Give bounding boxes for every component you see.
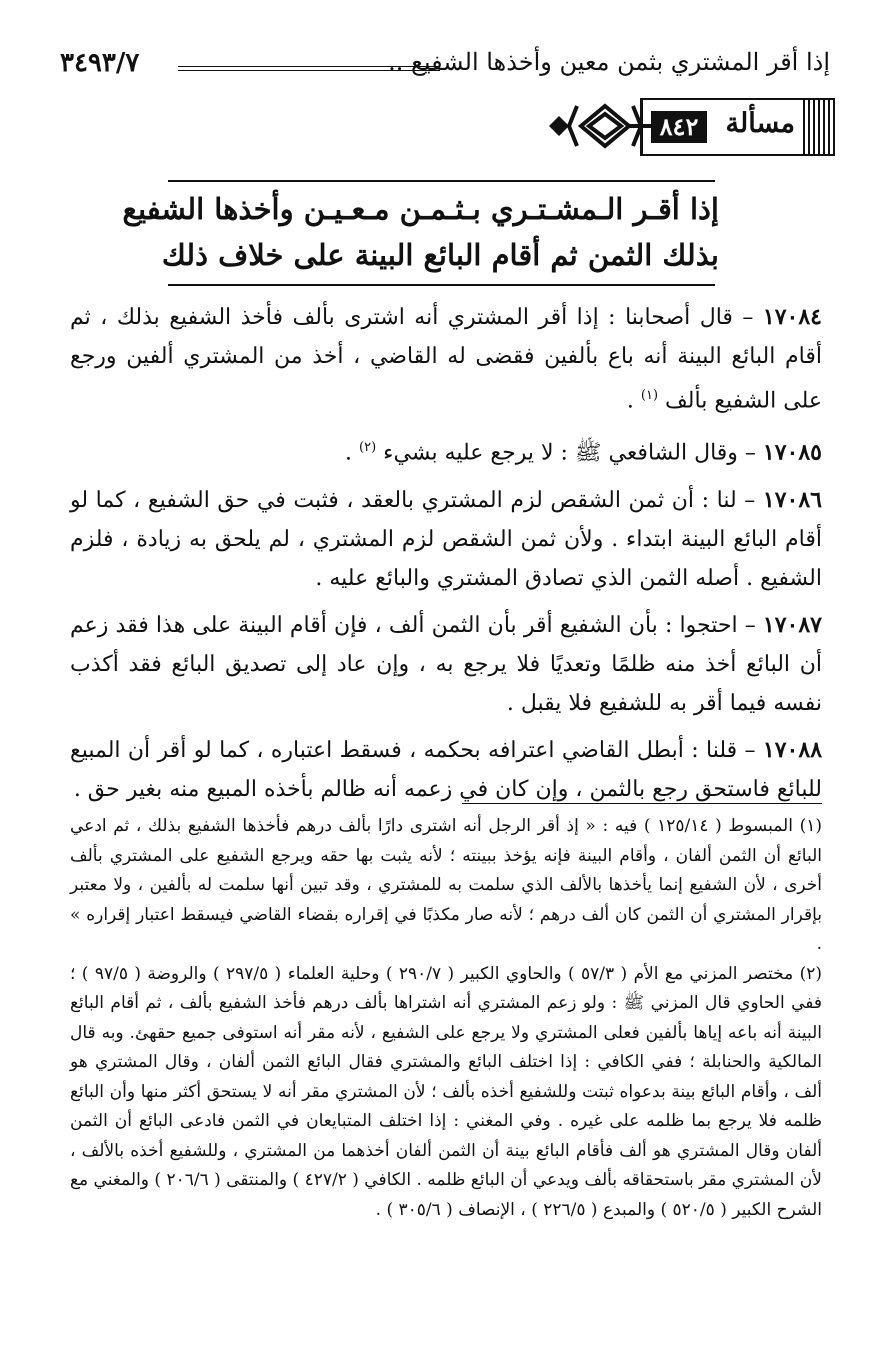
paragraph-text: – قلنا : أبطل القاضي اعترافه بحكمه ، فسقط اعتباره ، كما لو أقر أن المبيع للبائع فاستحق رجع بالثمن ، وإن كان في زعمه أنه ظالم بأخذه المبيع منه بغير حق . bbox=[70, 737, 822, 802]
footnote-ref[interactable]: (٢) bbox=[359, 440, 377, 456]
issue-number: ٨٤٢ bbox=[651, 111, 707, 143]
hatch-decoration bbox=[803, 100, 833, 154]
footnotes bbox=[70, 812, 822, 1225]
paragraph bbox=[70, 731, 822, 809]
paragraph bbox=[70, 298, 822, 420]
footnote: (٢) مختصر المزني مع الأم ( ٥٧/٣ ) والحاوي الكبير ( ٢٩٠/٧ ) وحلية العلماء ( ٢٩٧/٥ ) والروضة ( ٩٧/٥ ) ؛ ففي الحاوي قال المزني ﷺ : ولو زعم المشتري أنه اشتراها بألف درهم فأخذ الشفيع بألف ، ثم أقام البائع البينة أنه باعه إياها بألفين فعلى المشتري ولا يرجع على الشفيع ، لأنه مقر أنه استوفى جميع حقهئ. وبه قال المالكية والحنابلة ؛ ففي الكافي : إذا اختلف البائع والمشتري فقال البائع الثمن ألفان ، وقال المشتري هو ألف ، وأقام البائع بينة بدعواه ثبتت وللشفيع أخذه بألف ؛ لأن المشتري مقر أنه لا يستحق أكثر منها وأن البائع ظلمه فلا يرجع بما ظلمه على غيره . وفي المغني : إذا اختلف المتبايعان في الثمن فادعى البائع أن الثمن ألفان وقال المشتري هو ألف فأقام البائع بينة أن الثمن ألفان أخذهما من المشتري ، وللشفيع أخذه بالألف ، لأن المشتري مقر باستحقاقه بألف ويدعي أن البائع ظلمه . الكافي ( ٤٢٧/٢ ) والمنتقى ( ٢٠٦/٦ ) والمغني مع الشرح الكبير ( ٥٢٠/٥ ) والمبدع ( ٢٢٦/٥ ) ، الإنصاف ( ٣٠٥/٦ ) . bbox=[70, 963, 823, 1220]
paragraph-number: ١٧٠٨٥ bbox=[762, 439, 822, 466]
issue-banner bbox=[545, 98, 835, 154]
footnote-rule bbox=[462, 803, 822, 804]
paragraph-tail: . bbox=[345, 440, 359, 466]
paragraph-number: ١٧٠٨٧ bbox=[762, 611, 822, 638]
paragraph bbox=[70, 481, 822, 598]
paragraph-text: – احتجوا : بأن الشفيع أقر بأن الثمن ألف ، فإن أقام البينة على هذا فقد زعم أن البائع أخذ منه ظلمًا وتعديًا فلا يرجع به ، وإن عاد إلى تصديق البائع فقد أكذب نفسه فيما أقر به للشفيع فلا يقبل . bbox=[70, 612, 822, 716]
paragraph-number: ١٧٠٨٦ bbox=[762, 486, 822, 513]
page-reference: ٣٤٩٣/٧ bbox=[60, 48, 140, 78]
ornament-icon bbox=[545, 100, 653, 152]
paragraph bbox=[70, 606, 822, 723]
paragraph-number: ١٧٠٨٨ bbox=[762, 736, 823, 763]
paragraph-text: – قال أصحابنا : إذا أقر المشتري أنه اشترى بألف فأخذ الشفيع بذلك ، ثم أقام البائع البينة أنه باع بألفين فقضى له القاضي ، أخذ من المشتري ألفين ورجع على الشفيع بألف bbox=[70, 305, 822, 414]
running-title: إذا أقر المشتري بثمن معين وأخذها الشفيع .. bbox=[388, 48, 830, 76]
title-rule-top bbox=[168, 180, 715, 182]
issue-title-line-1: إذا أقـر الـمشـتـري بـثـمـن مـعـيـن وأخذها الشفيع bbox=[122, 192, 719, 226]
issue-label: مسألة bbox=[725, 108, 795, 139]
paragraph-text: – لنا : أن ثمن الشقص لزم المشتري بالعقد ، فثبت في حق الشفيع ، كما لو أقام البائع البينة ابتداء . ولأن ثمن الشقص لزم المشتري ، لم يلحق به زيادة ، فلزم الشفيع . أصله الثمن الذي تصادق المشتري والبائع عليه . bbox=[70, 487, 822, 591]
issue-title-line-2: بذلك الثمن ثم أقام البائع البينة على خلاف ذلك bbox=[161, 238, 719, 272]
title-rule-bottom bbox=[168, 284, 715, 286]
paragraph-tail: . bbox=[626, 388, 641, 414]
paragraph-text: – وقال الشافعي ﷺ : لا يرجع عليه بشيء bbox=[383, 440, 756, 466]
body-text bbox=[70, 298, 822, 817]
footnote-ref[interactable]: (١) bbox=[640, 388, 659, 403]
footnote: (١) المبسوط ( ١٢٥/١٤ ) فيه : « إذ أقر الرجل أنه اشترى دارًا بألف درهم فأخذها الشفيع بذلك ، ثم ادعي البائع أن الثمن ألفان ، وأقام البينة فإنه يؤخذ ببينته ؛ لأنه يثبت بها حقه ويرجع الشفيع على المشتري بألف أخرى ، لأن الشفيع إنما يأخذها بالألف الذي سلمت به للمشتري ، وقد تبين أنها سلمت له بألفين ، ولا معتبر بإقرار المشتري أن الثمن كان ألف درهم ؛ لأنه صار مكذبًا في إقراره بقضاء القاضي فيسقط اعتبار إقراره » . bbox=[70, 816, 822, 954]
paragraph-number: ١٧٠٨٤ bbox=[762, 304, 822, 330]
header-rule bbox=[178, 66, 440, 71]
paragraph bbox=[70, 428, 822, 472]
issue-box bbox=[640, 98, 835, 156]
running-header bbox=[60, 44, 830, 84]
